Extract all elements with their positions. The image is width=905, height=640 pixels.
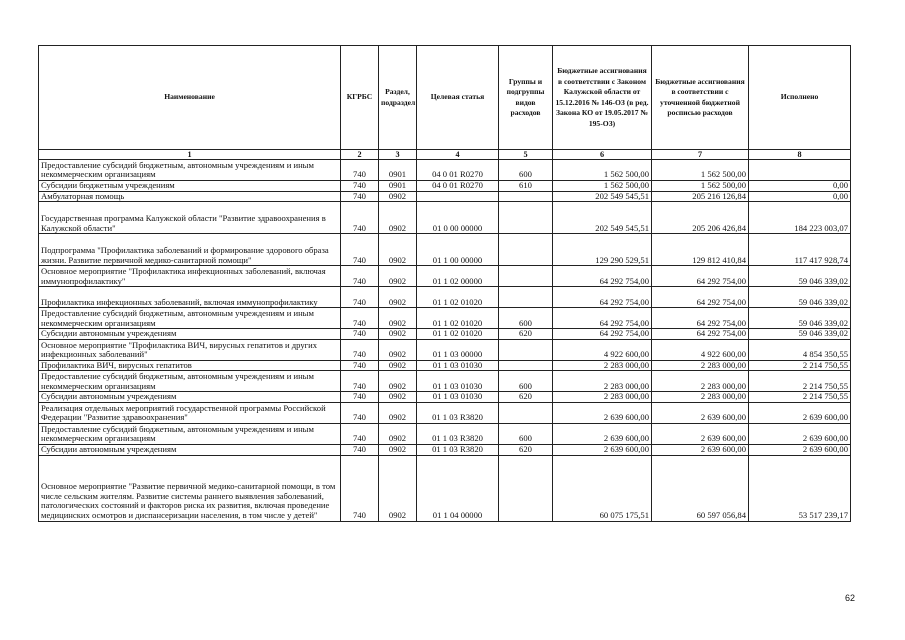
- row-expense-group: 610: [499, 181, 553, 192]
- row-executed: 0,00: [749, 191, 851, 202]
- row-target-article: 01 1 03 R3820: [417, 444, 499, 455]
- row-executed: 2 214 750,55: [749, 371, 851, 392]
- row-assigned-law: 64 292 754,00: [553, 287, 652, 308]
- row-section: 0901: [379, 160, 417, 181]
- header-section: Раздел, подраздел: [379, 46, 417, 150]
- row-target-article: 04 0 01 R0270: [417, 181, 499, 192]
- row-section: 0902: [379, 287, 417, 308]
- header-assigned-law: Бюджетные ассигнования в соответствии с Законом Калужской области от 15.12.2016 № 146-ОЗ (в ред. Закона КО от 19.05.2017 № 195-ОЗ): [553, 46, 652, 150]
- table-row: [39, 339, 851, 360]
- header-name: Наименование: [39, 46, 341, 150]
- row-section: 0902: [379, 234, 417, 266]
- row-section: 0902: [379, 308, 417, 329]
- row-target-article: 01 1 02 01020: [417, 308, 499, 329]
- table-row: [39, 202, 851, 234]
- row-target-article: 01 1 03 01030: [417, 371, 499, 392]
- header-kgrbs: КГРБС: [341, 46, 379, 150]
- row-assigned-law: 129 290 529,51: [553, 234, 652, 266]
- column-number: 2: [341, 150, 379, 160]
- row-assigned-law: 64 292 754,00: [553, 329, 652, 340]
- row-assigned-law: 2 639 600,00: [553, 402, 652, 423]
- column-number: 1: [39, 150, 341, 160]
- row-section: 0902: [379, 339, 417, 360]
- row-assigned-law: 2 283 000,00: [553, 392, 652, 403]
- table-row: [39, 423, 851, 444]
- row-name: Субсидии бюджетным учреждениям: [39, 181, 341, 192]
- row-name: Субсидии автономным учреждениям: [39, 329, 341, 340]
- row-name: Государственная программа Калужской области "Развитие здравоохранения в Калужской области": [39, 202, 341, 234]
- header-expense-group: Группы и подгруппы видов расходов: [499, 46, 553, 150]
- row-kgrbs: 740: [341, 160, 379, 181]
- row-assigned-law: 64 292 754,00: [553, 266, 652, 287]
- row-kgrbs: 740: [341, 308, 379, 329]
- row-expense-group: [499, 455, 553, 521]
- row-section: 0902: [379, 202, 417, 234]
- row-section: 0902: [379, 444, 417, 455]
- row-assigned-refined: 1 562 500,00: [652, 160, 749, 181]
- row-executed: 53 517 239,17: [749, 455, 851, 521]
- row-executed: [749, 160, 851, 181]
- row-kgrbs: 740: [341, 455, 379, 521]
- row-assigned-law: 64 292 754,00: [553, 308, 652, 329]
- row-executed: 4 854 350,55: [749, 339, 851, 360]
- row-target-article: 01 1 03 01030: [417, 360, 499, 371]
- row-kgrbs: 740: [341, 392, 379, 403]
- row-expense-group: [499, 287, 553, 308]
- row-assigned-refined: 64 292 754,00: [652, 266, 749, 287]
- column-number: 8: [749, 150, 851, 160]
- row-expense-group: 600: [499, 423, 553, 444]
- row-expense-group: [499, 266, 553, 287]
- row-assigned-refined: 2 283 000,00: [652, 360, 749, 371]
- row-executed: 59 046 339,02: [749, 329, 851, 340]
- row-kgrbs: 740: [341, 329, 379, 340]
- header-assigned-refined: Бюджетные ассигнования в соответствии с уточненной бюджетной росписью расходов: [652, 46, 749, 150]
- row-assigned-law: 2 639 600,00: [553, 444, 652, 455]
- row-kgrbs: 740: [341, 202, 379, 234]
- row-target-article: 01 1 02 01020: [417, 329, 499, 340]
- row-target-article: 01 1 03 R3820: [417, 402, 499, 423]
- row-target-article: 01 1 04 00000: [417, 455, 499, 521]
- row-target-article: [417, 191, 499, 202]
- table-row: [39, 160, 851, 181]
- row-assigned-refined: 64 292 754,00: [652, 287, 749, 308]
- row-name: Предоставление субсидий бюджетным, автономным учреждениям и иным некоммерческим организациям: [39, 308, 341, 329]
- row-assigned-refined: 64 292 754,00: [652, 329, 749, 340]
- row-assigned-law: 202 549 545,51: [553, 191, 652, 202]
- row-expense-group: 600: [499, 371, 553, 392]
- row-name: Профилактика инфекционных заболеваний, включая иммунопрофилактику: [39, 287, 341, 308]
- row-kgrbs: 740: [341, 360, 379, 371]
- row-expense-group: [499, 234, 553, 266]
- row-target-article: 04 0 01 R0270: [417, 160, 499, 181]
- table-row: [39, 181, 851, 192]
- row-expense-group: 620: [499, 444, 553, 455]
- row-assigned-refined: 2 283 000,00: [652, 392, 749, 403]
- row-name: Основное мероприятие "Развитие первичной медико-санитарной помощи, в том числе сельским жителям. Развитие системы раннего выявления заболеваний, патологических состояний и факторов риска их развития, включая проведение медицинских осмотров и диспансеризации населения, в том числе у детей": [39, 455, 341, 521]
- row-section: 0902: [379, 455, 417, 521]
- row-executed: 59 046 339,02: [749, 266, 851, 287]
- row-assigned-law: 202 549 545,51: [553, 202, 652, 234]
- row-assigned-refined: 64 292 754,00: [652, 308, 749, 329]
- row-executed: 2 214 750,55: [749, 360, 851, 371]
- row-section: 0902: [379, 392, 417, 403]
- row-name: Предоставление субсидий бюджетным, автономным учреждениям и иным некоммерческим организациям: [39, 423, 341, 444]
- row-expense-group: 600: [499, 308, 553, 329]
- row-assigned-law: 1 562 500,00: [553, 160, 652, 181]
- header-target-article: Целевая статья: [417, 46, 499, 150]
- column-number: 3: [379, 150, 417, 160]
- row-section: 0902: [379, 360, 417, 371]
- row-target-article: 01 1 03 00000: [417, 339, 499, 360]
- column-number: 6: [553, 150, 652, 160]
- row-section: 0902: [379, 402, 417, 423]
- row-name: Амбулаторная помощь: [39, 191, 341, 202]
- row-section: 0902: [379, 191, 417, 202]
- row-assigned-law: 4 922 600,00: [553, 339, 652, 360]
- row-executed: 2 639 600,00: [749, 423, 851, 444]
- column-number: 7: [652, 150, 749, 160]
- row-executed: 2 639 600,00: [749, 444, 851, 455]
- row-kgrbs: 740: [341, 371, 379, 392]
- header-row: [39, 46, 851, 150]
- row-kgrbs: 740: [341, 444, 379, 455]
- row-section: 0902: [379, 423, 417, 444]
- row-executed: 59 046 339,02: [749, 287, 851, 308]
- row-assigned-refined: 2 639 600,00: [652, 402, 749, 423]
- row-section: 0902: [379, 266, 417, 287]
- row-executed: 0,00: [749, 181, 851, 192]
- row-name: Подпрограмма "Профилактика заболеваний и формирование здорового образа жизни. Развитие первичной медико-санитарной помощи": [39, 234, 341, 266]
- table-row: [39, 392, 851, 403]
- table-row: [39, 308, 851, 329]
- row-name: Реализация отдельных мероприятий государственной программы Российской Федерации "Развитие здравоохранения": [39, 402, 341, 423]
- row-expense-group: [499, 402, 553, 423]
- row-expense-group: [499, 191, 553, 202]
- row-kgrbs: 740: [341, 339, 379, 360]
- row-assigned-law: 60 075 175,51: [553, 455, 652, 521]
- row-target-article: 01 1 00 00000: [417, 234, 499, 266]
- table-row: [39, 360, 851, 371]
- row-assigned-refined: 2 639 600,00: [652, 444, 749, 455]
- row-expense-group: [499, 360, 553, 371]
- row-assigned-refined: 129 812 410,84: [652, 234, 749, 266]
- row-expense-group: 620: [499, 329, 553, 340]
- table-row: [39, 402, 851, 423]
- row-kgrbs: 740: [341, 234, 379, 266]
- row-assigned-refined: 1 562 500,00: [652, 181, 749, 192]
- row-kgrbs: 740: [341, 266, 379, 287]
- table-row: [39, 234, 851, 266]
- row-name: Субсидии автономным учреждениям: [39, 444, 341, 455]
- page-number: 62: [845, 593, 856, 603]
- header-executed: Исполнено: [749, 46, 851, 150]
- table-row: [39, 329, 851, 340]
- table-row: [39, 444, 851, 455]
- table-row: [39, 191, 851, 202]
- table-row: [39, 455, 851, 521]
- column-number-row: [39, 150, 851, 160]
- column-number: 4: [417, 150, 499, 160]
- row-kgrbs: 740: [341, 287, 379, 308]
- row-executed: 59 046 339,02: [749, 308, 851, 329]
- row-kgrbs: 740: [341, 402, 379, 423]
- row-expense-group: 600: [499, 160, 553, 181]
- row-expense-group: [499, 202, 553, 234]
- table-row: [39, 266, 851, 287]
- row-name: Предоставление субсидий бюджетным, автономным учреждениям и иным некоммерческим организациям: [39, 371, 341, 392]
- row-target-article: 01 1 03 R3820: [417, 423, 499, 444]
- budget-execution-table: [38, 45, 851, 522]
- row-target-article: 01 0 00 00000: [417, 202, 499, 234]
- row-executed: 2 214 750,55: [749, 392, 851, 403]
- row-kgrbs: 740: [341, 191, 379, 202]
- row-assigned-refined: 60 597 056,84: [652, 455, 749, 521]
- row-assigned-law: 2 283 000,00: [553, 371, 652, 392]
- row-target-article: 01 1 02 00000: [417, 266, 499, 287]
- row-assigned-refined: 205 206 426,84: [652, 202, 749, 234]
- row-section: 0902: [379, 329, 417, 340]
- row-assigned-law: 2 639 600,00: [553, 423, 652, 444]
- row-section: 0901: [379, 181, 417, 192]
- row-assigned-refined: 205 216 126,84: [652, 191, 749, 202]
- row-assigned-refined: 4 922 600,00: [652, 339, 749, 360]
- row-name: Основное мероприятие "Профилактика ВИЧ, вирусных гепатитов и других инфекционных заболеваний": [39, 339, 341, 360]
- row-executed: 117 417 928,74: [749, 234, 851, 266]
- row-kgrbs: 740: [341, 423, 379, 444]
- row-assigned-law: 1 562 500,00: [553, 181, 652, 192]
- row-section: 0902: [379, 371, 417, 392]
- row-assigned-law: 2 283 000,00: [553, 360, 652, 371]
- row-executed: 184 223 003,07: [749, 202, 851, 234]
- row-expense-group: 620: [499, 392, 553, 403]
- table-row: [39, 287, 851, 308]
- row-kgrbs: 740: [341, 181, 379, 192]
- table-row: [39, 371, 851, 392]
- row-name: Субсидии автономным учреждениям: [39, 392, 341, 403]
- row-target-article: 01 1 03 01030: [417, 392, 499, 403]
- row-target-article: 01 1 02 01020: [417, 287, 499, 308]
- row-name: Предоставление субсидий бюджетным, автономным учреждениям и иным некоммерческим организациям: [39, 160, 341, 181]
- row-assigned-refined: 2 639 600,00: [652, 423, 749, 444]
- row-name: Основное мероприятие "Профилактика инфекционных заболеваний, включая иммунопрофилактику": [39, 266, 341, 287]
- column-number: 5: [499, 150, 553, 160]
- row-executed: 2 639 600,00: [749, 402, 851, 423]
- row-expense-group: [499, 339, 553, 360]
- row-name: Профилактика ВИЧ, вирусных гепатитов: [39, 360, 341, 371]
- row-assigned-refined: 2 283 000,00: [652, 371, 749, 392]
